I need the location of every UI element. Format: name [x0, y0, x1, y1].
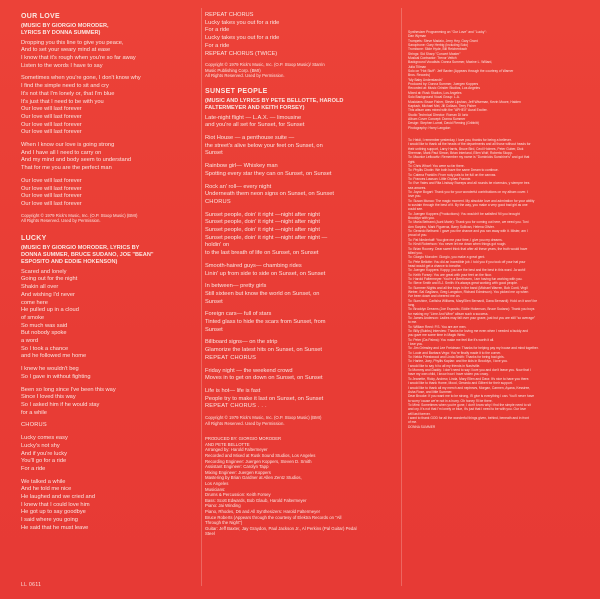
text-line: Recorded and Mixed at Rusk Sound Studios, Los Angeles — [205, 453, 316, 459]
text-line: Through the Night") — [205, 520, 243, 526]
lyric-line: I know that it's rough when you're so far away — [21, 55, 136, 61]
song-credit-our-love — [21, 23, 199, 38]
lyrics-sunset-people — [205, 115, 397, 412]
text-line: their untiring support, Larry Harris, Bruce Bird, Cecil Holmes, Peter Guber, Dick — [408, 146, 524, 151]
lyric-line: For a ride — [21, 465, 46, 472]
text-line: To: Peter (Da Palma): You make me feel like it's worth it all. — [408, 337, 495, 342]
text-line: I would like to thank Home, Mood, Gerardo and Gilbert for their support. — [408, 381, 513, 386]
text-line: have my own child, I know how I have stolen you crazy. — [408, 372, 489, 377]
text-line: To: Jim Grimsley and Lee Freidman: Thanks for helping pay my house and mind together. — [408, 346, 539, 351]
lyric-line: Rock an' roll— every night — [205, 183, 272, 190]
text-line: To Jeanette, Ricky, Andrew, Linda, Mary Ellen and Dara: It's nice to have you there. — [408, 376, 530, 381]
text-line: Copyright © 1979 Rick's Music, Inc. (O.P. Stoop Music) (BMI) — [21, 212, 138, 218]
lyric-line: come here — [21, 299, 48, 306]
lyric-line: Sunset people, doin' it right —night after night — [205, 227, 320, 234]
text-line: Weber, Sal Gagliano, Greg Langston, Richard Edminson). You picked me up when — [408, 289, 529, 294]
text-line: To: Eve Yates and Rita Lindsay Sweeps and all rounds be nicensics, y siempre tres — [408, 181, 530, 186]
lyric-line: Been so long since I've been this way — [21, 386, 116, 393]
lyric-line: Our love will last forever — [21, 177, 82, 184]
thank-you-notes — [408, 138, 594, 429]
lyric-line: Sunset people, doin' it right —night after night — [205, 219, 320, 226]
text-line: love you. — [408, 194, 422, 199]
lyric-line: REPEAT CHORUS . . . — [205, 403, 267, 410]
text-line: Drums & Percussion: Keith Forsey — [205, 492, 271, 498]
text-line: Sherman, Mark Paul Simon, Brian Interland, Ellen Wolf, Roberta Skopp. — [408, 150, 513, 155]
text-line: Dan Wyman — [408, 34, 427, 39]
lyric-line: a word — [21, 338, 39, 345]
lyric-line: So I gave in without fighting — [21, 373, 91, 380]
lyric-line: Our love will last forever — [21, 121, 82, 128]
text-line: To: Sunshine, Carlisha Williams, MaryEllen Bernardi, Dana Bernardi): Hold on it won't be — [408, 298, 538, 303]
lyric-line: Our love will last forever — [21, 113, 82, 120]
lyric-line: Sunset people, doin' it right —night after night — [205, 211, 320, 218]
text-line: To: Gerardo Beltrami: I gave you the chance and you ran away with it. Mister, am I — [408, 229, 528, 234]
text-line: Dear Brooke: If you want me to be strong, I'll give is everything I can. You'll never have — [408, 394, 535, 399]
text-line: Mixed at: Rusk Studios, Los Angeles — [408, 90, 462, 95]
text-line: All Rights Reserved. Used by Permission. — [21, 218, 101, 224]
text-line: AND PETE BELLOTTE — [205, 441, 250, 447]
song-credit-sunset-people — [205, 98, 397, 113]
text-line: Piano: Jai Winding — [205, 503, 241, 509]
text-line: proud of you. — [408, 233, 428, 238]
lyric-line: In between— pretty girls — [205, 283, 267, 290]
text-line: you gave me some time in Magic West. — [408, 333, 466, 338]
lyric-line: We talked a while — [21, 478, 66, 485]
lyric-line: Still sixteen but know the world on Sunset, on — [205, 290, 320, 297]
lyric-line: Sunset — [205, 150, 223, 157]
text-line: Guitar: Jeff Baxter, Jay Graydon, Paul Jackson Jr., Al Perkins (Pal Guitar) Pedal — [205, 525, 357, 531]
text-line: To: Nelda Priestwood and Linda Smith: Thanks for being bad girls. — [408, 355, 505, 360]
text-line: Solo Background Vocal Group: L.A. — [408, 95, 460, 100]
lyric-line: Our love will last forever — [21, 200, 82, 207]
text-line: To: Heidi, I remember yesterday, I love you, thanks for being a believer. — [408, 137, 512, 142]
production-credits — [205, 436, 397, 537]
text-line: will last forever. — [408, 411, 431, 416]
text-line: Bass: Scott Edwards, Bob Glaub, Harold Faltermeyer — [205, 497, 307, 503]
text-line: Design: Stephen Lumel, David Fleming (Gribbitt) — [408, 121, 479, 126]
song-title-sunset-people: SUNSET PEOPLE — [205, 88, 268, 95]
text-line: To: Harlee, Joey, Phyllis Kaplan: and the kids in Brooklyn, I love you. — [408, 359, 508, 364]
text-line: Ann Sarpino, Mark Figueroa, Barry Sullivan, Helena Olivier. — [408, 224, 495, 229]
lyric-line: Our love will last forever — [21, 193, 82, 200]
lyric-line: Our love will last forever — [21, 106, 82, 113]
lyric-line: CHORUS — [205, 198, 231, 205]
lyric-line: And he told me nice — [21, 486, 72, 493]
lyric-line: And I have all I need to carry on — [21, 149, 102, 156]
text-line: Lucky takes you out for a ride — [205, 35, 280, 42]
text-line: I would like to say hi to all my friends in Nashville. — [408, 363, 481, 368]
text-line: Copyright © 1979 Rick's Music, Inc. (O.P. Stoop Music) (BMI) — [205, 415, 322, 421]
text-line: To: Harold Faltermeyer: You're a Beethoven, I am having fun working with you. — [408, 276, 523, 281]
lyric-line: Shakin all over — [21, 284, 59, 291]
text-line: Assistant Engineer: Carolyn Tapp — [205, 464, 269, 470]
song-credit-lucky — [21, 245, 199, 267]
text-line: To: Catena Franklin: From rudy pals to be full on the canvas. — [408, 172, 497, 177]
lyric-line: REPEAT CHORUS — [205, 354, 257, 361]
text-line: To: Brian Rooney: Dear sweet think that after all these years, the truth would have — [408, 246, 528, 251]
text-line: Bruce Roberts (Appears through the courtesy of Elektra Records on "All — [205, 514, 342, 520]
lyric-line: CHORUS — [21, 422, 47, 429]
text-line: To: Phyllis Chotin: We both have the same Dream to continue. — [408, 168, 499, 173]
text-line: Trombone: Slide Hyde, Bill Reichenbach — [408, 47, 468, 52]
lyric-line: Tinted glass to hide the scars from Sunset, from — [205, 319, 326, 326]
text-line: to me. — [408, 320, 418, 325]
lyric-line: Our love will last forever — [21, 185, 82, 192]
text-line: to worry 'cause we're not in a hurry. Oh honey I'll be there. — [408, 398, 493, 403]
lyrics-lucky-continued — [205, 12, 397, 58]
text-line: for making my "Lime And Wine" album such a success. — [408, 311, 489, 316]
text-line: Julia Tillman — [408, 64, 427, 69]
text-line: Musicians: — [205, 486, 226, 492]
text-line: Music Publishing Corp. (BMI) — [205, 67, 261, 73]
text-line: To Mommy and Daddy: I don't need to say I love you and don't leave you. Now that I — [408, 368, 531, 373]
text-line: Steel — [205, 531, 215, 537]
lyric-line: So I asked him if he would stay — [21, 401, 100, 408]
text-line: Piano, Rhodes, D6 and All Synthesizers: Harold Faltermeyer — [205, 509, 321, 514]
lyrics-our-love — [21, 40, 199, 209]
text-line: Brooklyn with you. — [408, 216, 435, 221]
text-line: Asha Rose, and little Summer. — [408, 389, 453, 394]
copyright-lucky — [205, 62, 397, 79]
text-line: Saxophone: Gary Herbig (Including Solo) — [408, 43, 469, 48]
lyric-line: Life is hot— life is fast — [205, 387, 261, 394]
lyric-line: That for me you are the perfect man — [21, 165, 112, 172]
lyric-line: So I took a chance — [21, 345, 69, 352]
text-line: I would like to thank all my merch and nephews, Morgan, Carmen, Ayana, Kessiree, — [408, 385, 531, 390]
text-line: Background Vocalists: Donna Summer, Maxine L. Willard, — [408, 60, 493, 65]
text-line: Solo on "Hot Stuff": Jeff Baxter (Appears through the courtesy of Warner — [408, 69, 514, 74]
lyric-line: Sunset people, doin' it right —night after night — — [205, 234, 328, 241]
musician-credits — [408, 30, 594, 130]
lyric-line: He pulled up in a cloud — [21, 307, 79, 314]
lyric-line: Linin' up from side to side on Sunset, on Sunset — [205, 270, 326, 277]
lyric-line: He got up to say goodbye — [21, 509, 86, 516]
lyrics-lucky — [21, 269, 199, 533]
lyric-line: People try to make it last on Sunset, on Sunset — [205, 395, 324, 402]
text-line: Synthesizer Programming on "Our Love" and "Lucky": — [408, 30, 487, 34]
text-line: head would get a chance to breathe. — [408, 263, 462, 268]
copyright-our-love — [21, 213, 199, 224]
lyric-line: Glamorize the latest hits on Sunset, on Sunset — [205, 347, 322, 354]
text-line: To: William Reed: P.S. You are are men. — [408, 324, 467, 329]
lyric-line: Friday night — the weekend crowd — [205, 367, 293, 374]
lyric-line: And my mind and body seem to understand — [21, 157, 132, 164]
lyric-line: It's just that I need to be with you — [21, 98, 104, 105]
lyric-line: Sometimes when you're gone, I don't know why — [21, 75, 141, 82]
song-title-our-love: OUR LOVE — [21, 13, 60, 20]
text-line: To: Frances Lawson: Little Orphan Frannie. — [408, 177, 472, 181]
text-line: To: Steve Smith and B.J. Smith: It's always great working with good people. — [408, 281, 518, 286]
lyric-line: Listen to the words I have to say — [21, 62, 103, 69]
lyric-line: the street's alive below your feet on Sunset, on — [205, 142, 323, 149]
text-line: To: Juergen Koppers (Productions): You wouldn't be satisfied 'till you brought — [408, 211, 520, 216]
copyright-sunset-people — [205, 415, 397, 426]
lyric-line: You'll go for a ride — [21, 458, 67, 465]
lyric-line: and you're all set for Sunset, for Sunset — [205, 122, 305, 129]
text-line: Trumpets: Steve Madaio, Jerry Hey, Gary Grant — [408, 38, 478, 43]
text-line: killed you. — [408, 250, 423, 255]
lyric-line: Spotting every star they can on Sunset, on Sunset — [205, 170, 332, 177]
text-line: REPEAT CHORUS (TWICE) — [205, 50, 278, 57]
text-line: To: James Anderson: Ladies may fall over your grave, just but you are still "so average" — [408, 316, 536, 320]
text-line: To: Keith Forsey: You are great with your feet on the floor. — [408, 272, 492, 277]
text-line: Photography: Harry Langdon — [408, 125, 451, 130]
text-line: Strings: Sid Sharp "Concert Master" — [408, 51, 461, 56]
text-line: This album was mixed with the "APHEX" Aural Exciter. — [408, 108, 488, 113]
text-line: For a ride — [205, 42, 230, 49]
lyric-line: Sunset — [205, 326, 223, 333]
text-line: Recording Engineer: Juergen Koppers, Steven D. Smith — [205, 458, 312, 464]
text-line: Lucky takes you out for a ride — [205, 19, 280, 26]
lyric-line: I find the simple need to sit and cry — [21, 83, 109, 90]
text-line: To: Giorgio Moroder: Giorgio, you make a great gent. — [408, 255, 486, 260]
text-line: All Rights Reserved. Used by Permission. — [205, 73, 285, 79]
text-line: I want to thank GOD for all the wonderful things given, behind, beneath and in front — [408, 415, 529, 420]
text-line: Produced by: Donna Summer, Juergen Koppers — [408, 82, 479, 87]
text-line: Bros. Records) — [408, 73, 430, 78]
column-right — [408, 30, 594, 429]
lyric-line: Our love will last forever — [21, 129, 82, 136]
text-line: REPEAT CHORUS — [205, 12, 254, 18]
lyric-line: Moves in to get on down on Sunset, on Sunset — [205, 375, 323, 382]
text-line: DONNA SUMMER, BRUCE SUDANO, JOE "BEAN" — [21, 252, 154, 259]
lyric-line: of smoke — [21, 314, 45, 321]
text-line: To: Maurice Lefkowitz: Remember my name is "Dominicks Sunshine's" and got that — [408, 155, 530, 160]
song-title-lucky: LUCKY — [21, 234, 47, 242]
text-line: and cry. It's not that I'm lonely or blue, it's just that I need to be with you. Our love — [408, 407, 527, 412]
lyric-line: And if you're lucky — [21, 450, 67, 457]
text-line: (MUSIC AND LYRICS BY PETE BELLOTTE, HAROLD — [205, 98, 344, 104]
lyric-line: I said where you going — [21, 517, 78, 524]
lyric-line: I knew he wouldn't beg — [21, 366, 79, 373]
text-line: To: Pete Bellotte: You did an incredible job. I told you if you took off your hat your — [408, 259, 526, 264]
text-line: To: Brooklyn Dreams (Joe Esposito, Eddie Hokenson, Bruce Sudano): Thank you boys — [408, 307, 535, 312]
text-line: FALTERMEYER AND KEITH FORSEY) — [205, 105, 305, 112]
text-line: of me. — [408, 420, 418, 425]
column-left — [21, 12, 199, 533]
lyric-line: Smooth-haired guys— chambing rides — [205, 262, 302, 269]
text-line: To: Maria Beltrami (Aunt Marie): Thank you for coming out here, we need you. Toni — [408, 220, 529, 225]
lyric-line: But nobody spoke — [21, 330, 67, 337]
lyric-line: When I know our love is going strong — [21, 142, 115, 149]
text-line: DONNA SUMMER — [408, 424, 436, 429]
text-line: could see. — [408, 207, 424, 212]
text-line: To: Louie and Barbara Vega: You're finally made it to the corner. — [408, 350, 502, 355]
lyric-line: I knew that I could love him — [21, 501, 90, 508]
text-line: I would like to thank all the heads of the departments and all those without heads for — [408, 142, 531, 147]
text-line: Recorded at: Music Grinder Studios, Los Angeles — [408, 86, 481, 91]
text-line: Kaplush, Michael Mel, Jill Collazo, Terry Fisher — [408, 103, 477, 108]
text-line: To: Chris Wharf: You were so far there. — [408, 163, 465, 168]
text-line: To: Pat Niederhoff: You give me your time, I give you my dreams. — [408, 237, 503, 242]
lyric-line: Scared and lonely — [21, 268, 67, 275]
text-line: To: Billy (Bubbs) Interview: Thanks for loving me even when I needed a buddy and — [408, 329, 528, 334]
lyric-line: Billboard signs— on the strip — [205, 339, 278, 346]
text-line: To: Summer Nights and all the boys in the band (Michael Warren, Bob Conti, Virgil — [408, 285, 528, 290]
lyric-line: Underneath them neon signs on Sunset, on Sunset — [205, 191, 335, 198]
lyric-line: He said that he must leave — [21, 524, 89, 531]
text-line: For a ride — [205, 27, 230, 34]
lyric-line: Late-night flight — L.A.X. — limousine — [205, 114, 302, 121]
lyric-line: to the last breath of life on Sunset, on Sunset — [205, 250, 319, 257]
lyric-line: Lucky's not shy — [21, 442, 60, 449]
lyric-line: Since I loved this way — [21, 394, 76, 401]
text-line: Los Angeles — [205, 481, 229, 487]
lyric-line: Foreign cars— full of stars — [205, 311, 272, 318]
text-line: To: Juergen Koppers: Koppy, you are the best and the best in this word. Ja wohl! — [408, 268, 526, 273]
text-line: sea amores. — [408, 185, 427, 190]
text-line: Musical Contractor: Trevor Veitch — [408, 56, 457, 61]
text-line: To: Joyce Bogart: Thank you for your wonderful contributions on my album cover. I — [408, 190, 528, 195]
text-line: To: Susan Munao: The magic moment. My absolute love and admiration for your ability — [408, 198, 535, 203]
text-line: I've been down and cheered me on. — [408, 294, 461, 299]
text-line: To Mimi: Sometimes when you're gone, I don't know why I find the simple need to sit — [408, 402, 531, 407]
text-line: Mixing Engineer: Juergen Koppers — [205, 469, 271, 475]
text-line: to sustain through the best of it. By the way, you make a very good bad girl as one — [408, 203, 528, 208]
column-divider — [201, 8, 202, 586]
text-line: I love you. — [408, 342, 424, 347]
catalog-number: LL 0611 — [21, 582, 42, 588]
lyric-line: Riot House — a penthouse suite — — [205, 135, 295, 141]
lyric-line: Dropping you this line to give you peace, — [21, 39, 124, 46]
lyric-line: holdin' on — [205, 242, 230, 249]
text-line: Mastering by Brian Gardner at Allen Zentz Studios, — [205, 475, 302, 481]
column-middle — [205, 12, 397, 537]
text-line: long. — [408, 302, 416, 307]
lyric-line: Sunset — [205, 298, 223, 305]
lyric-line: and he followed me home — [21, 353, 87, 360]
lyric-line: And wishing I'd never — [21, 291, 75, 298]
lyric-line: It's not that I'm lonely or, that I'm blue — [21, 90, 115, 97]
lyric-line: He laughed and we cried and — [21, 494, 95, 501]
lyric-line: Rainbow girl— Whiskey man — [205, 163, 278, 170]
text-line: right. — [408, 159, 416, 164]
text-line: Copyright © 1979 Rick's Music, Inc. (O.P. Stoop Music)/ Starrin — [205, 62, 325, 68]
lyric-line: So much was said — [21, 322, 68, 329]
lyric-line: Lucky comes easy — [21, 435, 68, 442]
text-line: (MUSIC BY GIORGIO MORODER, LYRICS BY — [21, 244, 140, 251]
text-line: ESPOSITO AND EDDIE HOKENSON) — [21, 259, 118, 266]
text-line: "My Baby Understands" — [408, 77, 443, 82]
text-line: Studio Technical Director: Roman Di Iorio — [408, 112, 469, 117]
lyric-line: And to set your weary mind at ease — [21, 47, 111, 54]
text-line: Musicians: Bruce Fisher, Stevie Lipshan, Jeff Wiseman, Kevin Moore, Haiden — [408, 99, 521, 104]
text-line: Album Cover Concept: Donna Summer — [408, 116, 466, 121]
lyric-line: for a while — [21, 409, 47, 416]
text-line: All Rights Reserved. Used by Permission. — [205, 420, 285, 426]
lyric-line: Going out for the night — [21, 276, 78, 283]
text-line: (MUSIC BY GIORGIO MORODER, — [21, 23, 109, 29]
text-line: LYRICS BY DONNA SUMMER) — [21, 30, 101, 37]
text-line: PRODUCED BY: GIORGIO MORODER — [205, 436, 282, 442]
column-divider — [401, 8, 402, 586]
text-line: Arranged by: Harold Faltermeyer — [205, 447, 268, 453]
text-line: To: Kirsti Robertson: You never let me down when things got rough. — [408, 242, 507, 247]
